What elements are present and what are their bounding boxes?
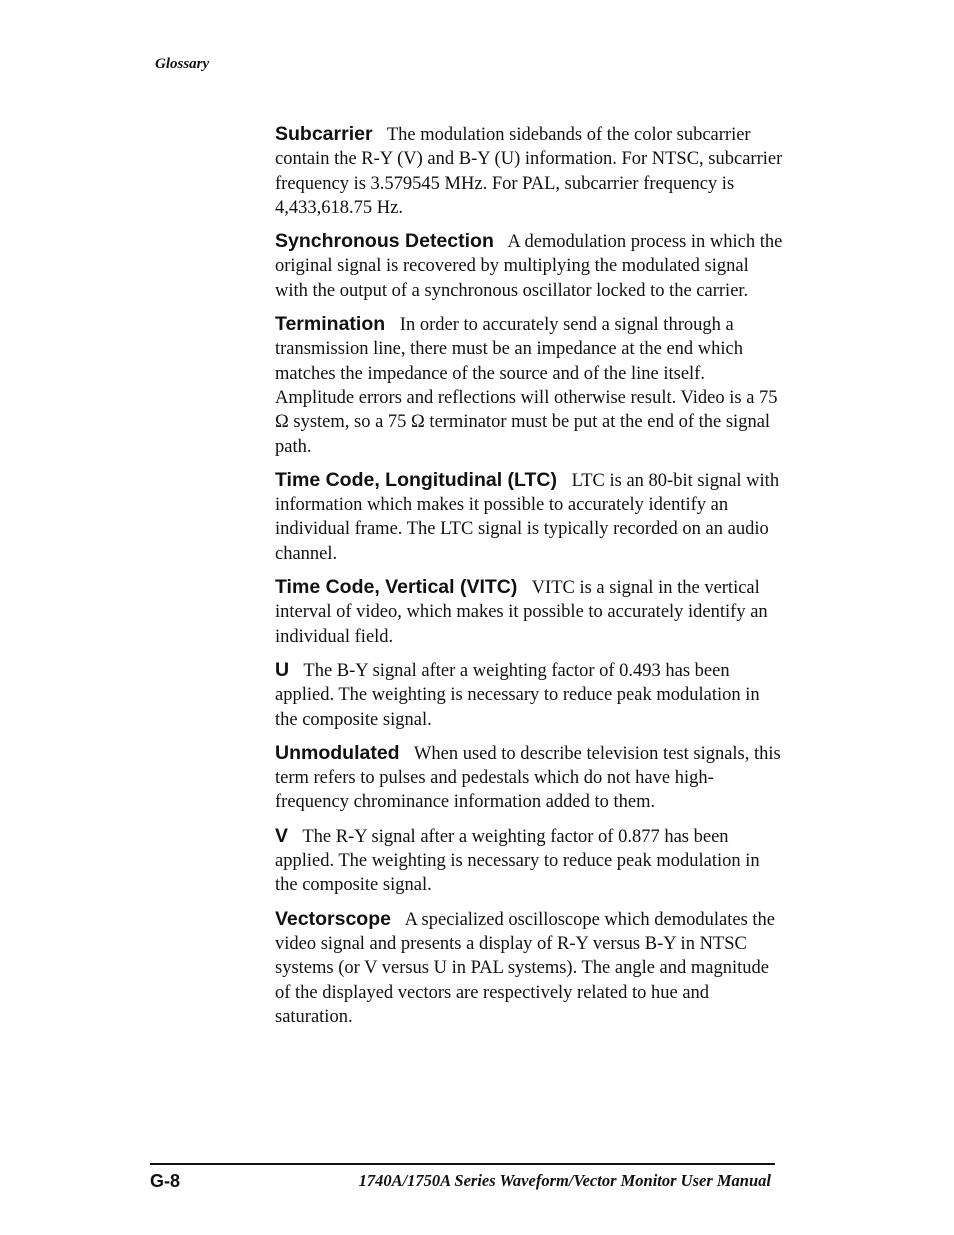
glossary-term: Subcarrier bbox=[275, 123, 373, 145]
glossary-entry-subcarrier bbox=[275, 122, 783, 220]
glossary-definition: A demodulation process in which the original signal is recovered by multiplying the modulated signal with the output of a synchronous oscillator locked to the carrier. bbox=[275, 232, 783, 301]
glossary-term: U bbox=[275, 658, 290, 681]
glossary-entry-time-code-vitc bbox=[275, 575, 783, 649]
glossary-entry-synchronous-detection bbox=[275, 229, 783, 303]
glossary-list bbox=[275, 122, 783, 1038]
glossary-term: Time Code, Vertical (VITC) bbox=[275, 576, 518, 599]
glossary-definition: In order to accurately send a signal through a transmission line, there must be an impedance at the end which matches the impedance of the source and of the line itself. Amplitude errors and reflections will otherwise result. Video is a 75 Ω system, so a 75 Ω terminator must be put at the end of the signal path. bbox=[275, 315, 778, 457]
glossary-term: Time Code, Longitudinal (LTC) bbox=[275, 468, 557, 491]
glossary-entry-v bbox=[275, 824, 783, 898]
footer-rule bbox=[150, 1163, 775, 1165]
glossary-term: Synchronous Detection bbox=[275, 230, 494, 253]
glossary-entry-u bbox=[275, 658, 783, 732]
glossary-term: Termination bbox=[275, 313, 386, 336]
glossary-term: Vectorscope bbox=[275, 907, 391, 930]
glossary-entry-termination bbox=[275, 312, 783, 459]
glossary-definition: The B-Y signal after a weighting factor of 0.493 has been applied. The weighting is necessary to reduce peak modulation in the composite signal. bbox=[275, 660, 760, 730]
glossary-entry-time-code-ltc bbox=[275, 468, 783, 566]
manual-title: 1740A/1750A Series Waveform/Vector Monitor User Manual bbox=[358, 1171, 771, 1190]
running-head: Glossary bbox=[155, 56, 210, 72]
glossary-definition: When used to describe television test signals, this term refers to pulses and pedestals which do not have high-frequency chrominance information added to them. bbox=[275, 743, 781, 813]
glossary-definition: The modulation sidebands of the color subcarrier contain the R-Y (V) and B-Y (U) information. For NTSC, subcarrier frequency is 3.579545 MHz. For PAL, subcarrier frequency is 4,433,618.75 Hz. bbox=[275, 125, 783, 218]
glossary-term: V bbox=[275, 824, 289, 847]
glossary-entry-vectorscope bbox=[275, 907, 783, 1029]
glossary-definition: A specialized oscilloscope which demodulates the video signal and presents a display of R-Y versus B-Y in NTSC systems (or V versus U in PAL systems). The angle and magnitude of the displayed vectors are respectively related to hue and saturation. bbox=[275, 909, 776, 1027]
page-number: G-8 bbox=[150, 1171, 181, 1191]
glossary-definition: LTC is an 80-bit signal with information which makes it possible to accurately identify an individual frame. The LTC signal is typically recorded on an audio channel. bbox=[275, 470, 780, 564]
glossary-definition: The R-Y signal after a weighting factor of 0.877 has been applied. The weighting is necessary to reduce peak modulation in the composite signal. bbox=[275, 826, 760, 896]
glossary-definition: VITC is a signal in the vertical interval of video, which makes it possible to accurately identify an individual field. bbox=[275, 578, 768, 647]
glossary-entry-unmodulated bbox=[275, 741, 783, 815]
glossary-term: Unmodulated bbox=[275, 741, 400, 764]
